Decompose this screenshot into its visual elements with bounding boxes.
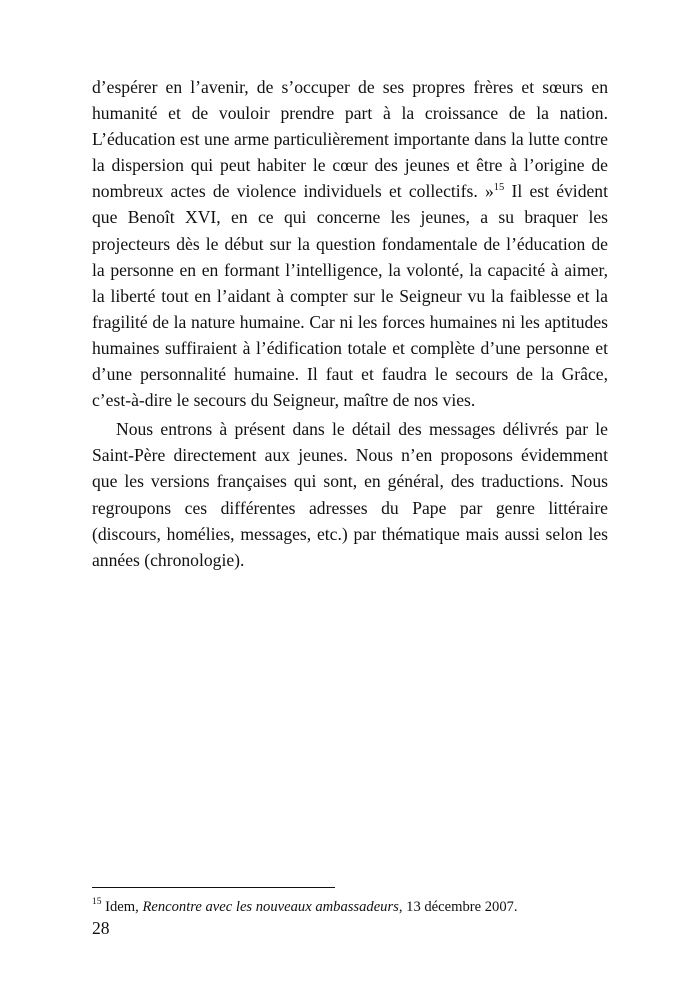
footnote-separator [92,887,335,888]
footnote-suffix: , 13 décembre 2007. [398,899,518,915]
body-text [92,74,608,573]
footnote-number: 15 [92,897,102,908]
paragraph-2: Nous entrons à présent dans le détail des messages délivrés par le Saint-Père directement aux jeunes. Nous n’en proposons évidemment que les versions françaises qui sont, en général, des traductions. Nous regroupons ces différentes adresses du Pape par genre littéraire (discours, homélies, messages, etc.) par thématique mais aussi selon les années (chronologie). [92,419,608,570]
footnote-reference-15[interactable]: 15 [493,181,505,193]
footnote-cited-title: Rencontre avec les nouveaux ambassadeurs [142,899,399,915]
paragraph-1-text-before-note: d’espérer en l’avenir, de s’occuper de ses propres frères et sœurs en humanité et de vouloir prendre part à la croissance de la nation. L’éducation est une arme particulièrement importante dans la lutte contre la dispersion qui peut habiter le cœur des jeunes et être à l’origine de nombreux actes de violence individuels et collectifs. » [92,77,608,202]
page-number: 28 [92,918,110,938]
footnote-15 [92,898,608,916]
footnote-prefix: Idem, [101,899,143,915]
paragraph-1-text-after-note: Il est évident que Benoît XVI, en ce qui concerne les jeunes, a su braquer les projecteurs dès le début sur la question fondamentale de l’éducation de la personne en en formant l’intelligence, la volonté, la capacité à aimer, la liberté tout en l’aidant à compter sur le Seigneur vu la faiblesse et la fragilité de la nature humaine. Car ni les forces humaines ni les aptitudes humaines suffiraient à l’édification totale et complète d’une personne et d’une personnalité humaine. Il faut et faudra le secours de la Grâce, c’est-à-dire le secours du Seigneur, maître de nos vies. [92,181,608,411]
paragraph-1 [92,74,608,413]
